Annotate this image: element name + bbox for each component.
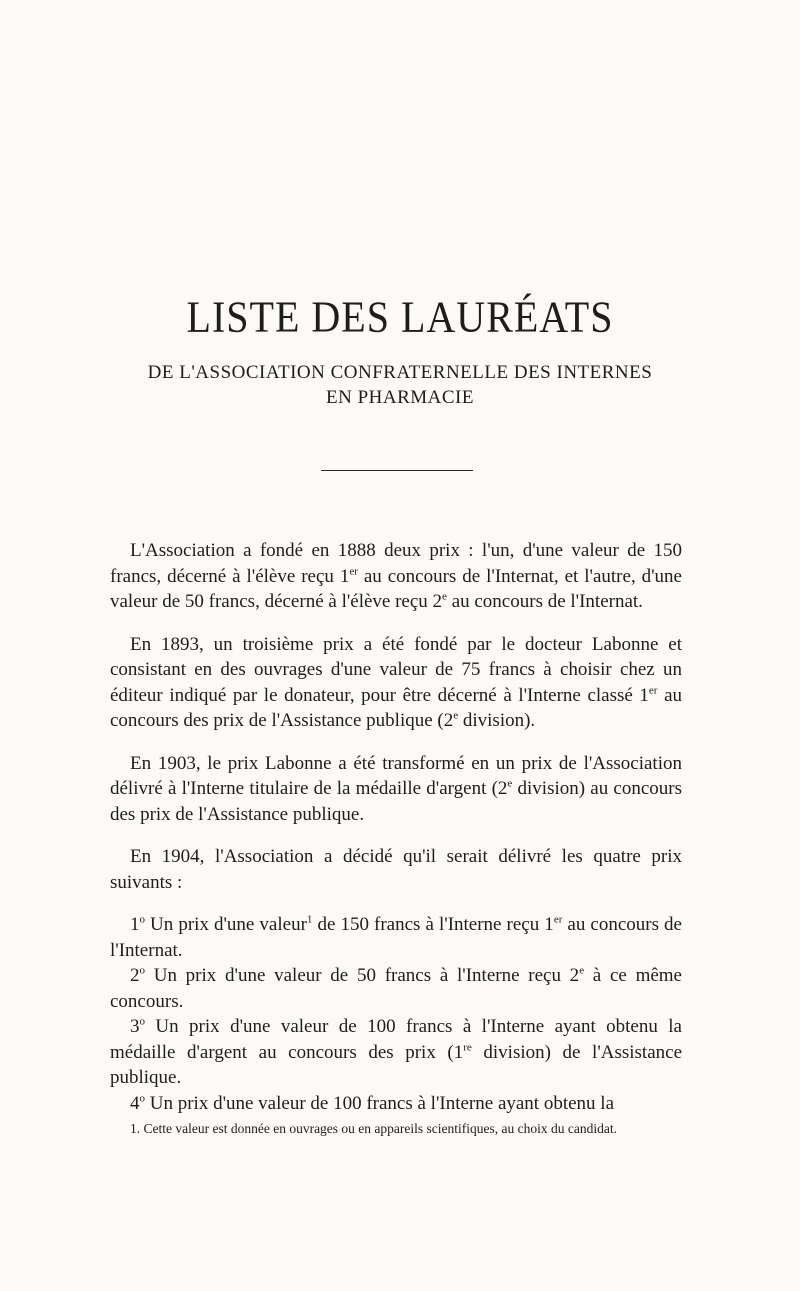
list-item-4 xyxy=(110,1091,682,1117)
text-run: Un prix d'une valeur de 100 francs à l'Interne ayant obtenu la xyxy=(145,1092,615,1114)
subtitle-line-2: EN PHARMACIE xyxy=(326,387,474,408)
paragraph-1904 xyxy=(110,844,682,895)
text-run: 1 xyxy=(130,914,140,935)
paragraph-1903 xyxy=(110,751,682,828)
body-text xyxy=(110,538,682,1116)
superscript: er xyxy=(648,684,658,697)
list-item-2 xyxy=(110,963,682,1014)
text-run: Un prix d'une valeur de 100 francs à l'Interne ayant obtenu la médaille d'argent au concours des prix (1 xyxy=(110,1016,682,1063)
superscript: er xyxy=(553,913,563,926)
superscript: o xyxy=(139,1092,145,1105)
text-run: au concours de l'Internat, et l'autre, d'une valeur de 50 francs, décerné à l'élève reçu 2 xyxy=(110,565,682,612)
text-run: division). xyxy=(458,710,536,731)
text-run: division) au concours des prix de l'Assistance publique. xyxy=(110,778,683,825)
text-run: En 1893, un troisième prix a été fondé par le docteur Labonne et consistant en des ouvrages d'une valeur de 75 francs à choisir chez un éditeur indiqué par le donateur, pour être décerné à l'Interne classé 1 xyxy=(110,633,682,706)
text-run: Un prix d'une valeur xyxy=(145,914,307,935)
text-run: En 1904, l'Association a décidé qu'il serait délivré les quatre prix suivants : xyxy=(110,846,682,893)
superscript: re xyxy=(463,1041,472,1054)
page-subtitle xyxy=(0,360,800,410)
text-run: 4 xyxy=(130,1092,140,1114)
footnote-marker: 1 xyxy=(306,913,313,926)
footnote xyxy=(110,1119,682,1138)
title-divider xyxy=(321,470,473,471)
text-run: L'Association a fondé en 1888 deux prix : l'un, d'une valeur de 150 francs, décerné à l'élève reçu 1 xyxy=(110,540,682,587)
text-run: au concours des prix de l'Assistance publique (2 xyxy=(110,684,682,731)
list-item-3 xyxy=(110,1014,682,1091)
text-run: Un prix d'une valeur de 50 francs à l'Interne reçu 2 xyxy=(145,965,580,986)
text-run: division) de l'Assistance publique. xyxy=(110,1041,683,1088)
text-run: au concours de l'Internat. xyxy=(110,914,682,961)
superscript: o xyxy=(139,913,145,926)
list-item-1 xyxy=(110,912,682,963)
superscript: er xyxy=(349,565,358,578)
superscript: o xyxy=(139,964,145,977)
text-run: à ce même concours. xyxy=(110,965,682,1012)
text-run: de 150 francs à l'Interne reçu 1 xyxy=(312,914,554,935)
footnote-text: 1. Cette valeur est donnée en ouvrages ou en appareils scientifiques, au choix du candidat. xyxy=(130,1121,617,1136)
page-title: LISTE DES LAURÉATS xyxy=(186,291,614,342)
text-run: au concours de l'Internat. xyxy=(446,591,643,612)
paragraph-1888 xyxy=(110,538,682,615)
text-run: En 1903, le prix Labonne a été transformé en un prix de l'Association délivré à l'Interne titulaire de la médaille d'argent (2 xyxy=(110,752,682,799)
superscript: e xyxy=(442,590,447,603)
superscript: e xyxy=(579,964,585,977)
text-run: 2 xyxy=(130,965,140,986)
superscript: e xyxy=(507,777,513,790)
superscript: o xyxy=(139,1015,145,1028)
superscript: e xyxy=(453,709,459,722)
subtitle-line-1: DE L'ASSOCIATION CONFRATERNELLE DES INTERNES xyxy=(147,362,653,383)
paragraph-1893 xyxy=(110,632,682,734)
text-run: 3 xyxy=(130,1016,140,1037)
